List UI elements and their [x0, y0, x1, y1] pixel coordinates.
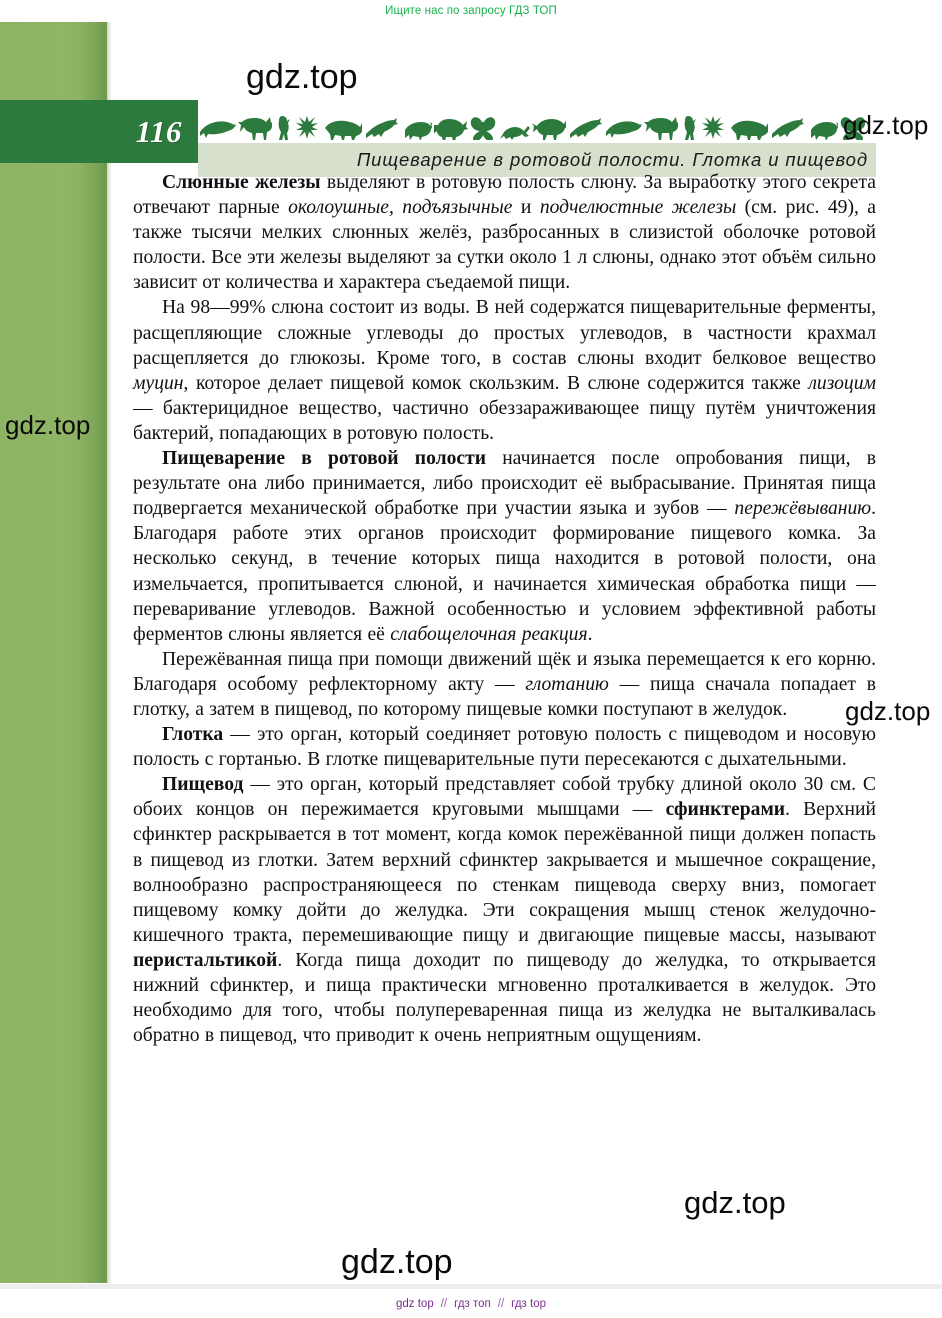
butterfly-silhouette-icon [840, 116, 868, 140]
text-run-italic: глотанию [525, 673, 609, 695]
text-run-italic: пережёвыванию [734, 498, 872, 520]
text-run-bold: сфинктерами [665, 799, 786, 821]
footer-link-3[interactable]: гдз top [511, 1297, 546, 1310]
text-run: — это орган, который представляет собой трубку длиной около 30 см. С обоих концов он пережимается круговыми мышцами — [133, 774, 876, 821]
text-run: и [512, 197, 540, 219]
text-run: . [587, 623, 593, 645]
animal-silhouettes-icon [198, 100, 898, 140]
boar-silhouette-icon [728, 118, 768, 140]
page-sheet [0, 22, 942, 1284]
lizard-silhouette-icon [364, 116, 398, 140]
watermark-gdz-top-1: gdz.top [246, 58, 358, 96]
text-run: . Благодаря работе этих органов происходит формирование пищевого комка. За несколько секунд, в течение которых пища находится в ротовой полости, она измельчается, пропитывается слюной, и начинается химическая обработка пищи — переваривание углеводов. Важной особенностью и условием эффективной работы ферментов слюны является её [133, 498, 876, 645]
footer-separator-1: // [440, 1297, 448, 1310]
text-run: На 98—99% слюна состоит из воды. В ней содержатся пищеварительные ферменты, расщепляющие сложные углеводы до простых углеводов, в частности крахмал расщепляется до глюкозы. Кроме того, в состав слюны входит белковое вещество [133, 297, 876, 369]
text-run: — бактерицидное вещество, частично обеззараживающее пищу путём уничтожения бактерий, попадающих в ротовую полость. [133, 397, 876, 444]
text-run-italic: лизоцим [808, 372, 876, 394]
page-number-tab [0, 100, 198, 163]
body-text-column [133, 170, 876, 1048]
text-run-bold: Пищеварение в ротовой полости [162, 448, 487, 470]
beetle-silhouette-icon [400, 118, 432, 140]
text-run: , которое делает пищевой комок скользким. В слюне содержится также [183, 372, 809, 394]
text-run-italic: муцин [133, 372, 184, 394]
promo-banner-text: Ищите нас по запросу ГДЗ ТОП [385, 5, 557, 17]
decorative-side-band [0, 22, 107, 1283]
lizard-silhouette-icon [568, 116, 602, 140]
text-run-bold: перистальтикой [133, 949, 278, 971]
insect-silhouette-icon [700, 114, 726, 140]
paragraph-p5 [133, 722, 876, 772]
running-head-title: Пищеварение в ротовой полости. Глотка и пищевод [356, 149, 868, 170]
text-run-bold: Слюнные железы [162, 172, 321, 193]
whale-silhouette-icon [198, 118, 236, 140]
page-number: 116 [135, 113, 182, 149]
footer-links [0, 1289, 942, 1318]
text-run-italic: слабощелочная реакция [390, 623, 588, 645]
text-run-italic: подчелюстные железы [539, 197, 737, 219]
text-run: . Верхний сфинктер раскрывается в тот момент, когда комок пережёванной пищи должен попасть в пищевод из глотки. Затем верхний сфинктер закрывается и мышечное сокращение, волнообразно распространяющееся по стенкам пищевода сверху вниз, помогает пищевому комку дойти до желудка. Эти сокращения мышц стенок желудочно-кишечного тракта, перемешивающие пищу и двигающие пищевые массы, называют [133, 799, 876, 946]
bison-silhouette-icon [434, 116, 468, 140]
text-run: начинается после опробования пищи, в результате она либо принимается, либо происходит её выбрасывание. Принятая пища подвергается механической обработке при участии языка и зубов — [133, 448, 876, 520]
dog-silhouette-icon [238, 114, 272, 140]
paragraph-p6 [133, 772, 876, 1048]
lizard-silhouette-icon [770, 116, 804, 140]
footer-link-1[interactable]: gdz top [396, 1297, 434, 1310]
scorpion-silhouette-icon [500, 118, 530, 140]
paragraph-p1 [133, 170, 876, 295]
text-run: — пища сначала попадает в глотку, а затем в пищевод, по которому пищевые комки поступают в желудок. [133, 673, 876, 720]
dog-silhouette-icon [644, 114, 678, 140]
beetle-silhouette-icon [806, 118, 838, 140]
watermark-gdz-top-6: gdz.top [341, 1243, 453, 1281]
boar-silhouette-icon [322, 118, 362, 140]
footer-separator-2: // [497, 1297, 505, 1310]
paragraph-p3 [133, 446, 876, 647]
watermark-gdz-top-2: gdz.top [843, 110, 929, 140]
running-head [198, 100, 942, 180]
footer-link-2[interactable]: гдз топ [454, 1297, 491, 1310]
watermark-gdz-top-5: gdz.top [684, 1185, 786, 1220]
watermark-gdz-top-4: gdz.top [845, 696, 931, 726]
watermark-gdz-top-3: gdz.top [5, 410, 91, 440]
butterfly-silhouette-icon [470, 116, 498, 140]
text-run: (см. рис. 49), а также тысячи мелких слюнных желёз, разбросанных в слизистой оболочке ротовой полости. Все эти железы выделяют за сутки около 1 л слюны, однако этот объём сильно зависит от количества и характера съедаемой пищи. [133, 197, 876, 294]
bird-silhouette-icon [680, 114, 698, 140]
text-run: — это орган, который соединяет ротовую полость с пищеводом и носовую полость с гортанью. В глотке пищеварительные пути пересекаются с дыхательными. [133, 724, 876, 771]
text-run-bold: Глотка [162, 724, 224, 746]
side-band-shadow [107, 22, 112, 1283]
whale-silhouette-icon [604, 118, 642, 140]
text-run: Пережёванная пища при помощи движений щёк и языка перемещается к его корню. Благодаря особому рефлекторному акту — [133, 648, 876, 695]
paragraph-p4 [133, 647, 876, 722]
insect-silhouette-icon [294, 114, 320, 140]
text-run-italic: околоушные, подъязычные [288, 197, 513, 219]
horse-silhouette-icon [532, 116, 566, 140]
text-run-bold: Пищевод [162, 774, 244, 796]
bird-silhouette-icon [274, 114, 292, 140]
text-run: выделяют в ротовую полость слюну. За выработку этого секрета отвечают парные [133, 172, 876, 219]
promo-banner [0, 0, 942, 22]
text-run: . Когда пища доходит по пищеводу до желудка, то открывается нижний сфинктер, и пища практически мгновенно проталкивается в желудок. Это необходимо для того, чтобы полупереваренная пища из желудка не выталкивалась обратно в пищевод, что приводит к очень неприятным ощущениям. [133, 949, 876, 1047]
paragraph-p2 [133, 295, 876, 446]
